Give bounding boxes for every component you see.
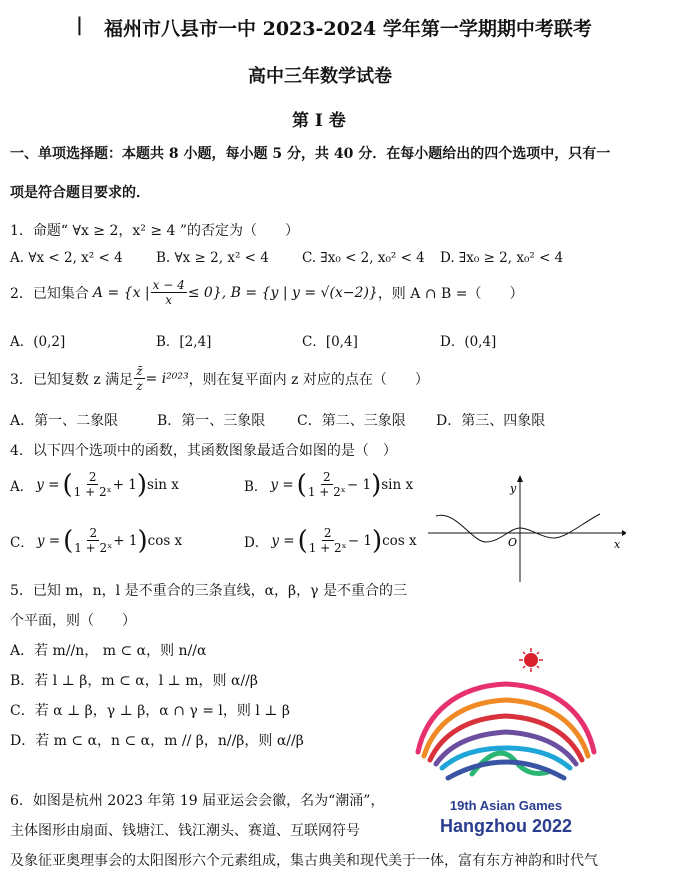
q2-option-a: A．(0,2]: [10, 334, 66, 350]
q2-fraction: [151, 278, 187, 307]
q2-set-a-left: A = {x |: [92, 284, 150, 301]
q3-frac-num: z̄: [136, 364, 143, 378]
sun-icon: [519, 648, 543, 672]
q2-frac-den: x: [165, 293, 173, 307]
logo-line2: Hangzhou 2022: [439, 816, 573, 836]
q4-option-b: [244, 470, 413, 499]
q5-line2: 个平面，则（ ）: [10, 613, 136, 629]
asian-games-logo: [406, 644, 606, 839]
logo-line1: 19th Asian Games: [449, 798, 563, 813]
y-axis-label: y: [510, 482, 517, 495]
q4-option-c: [10, 526, 182, 555]
q4-fraction: [74, 526, 112, 555]
q2-option-c: C．[0,4]: [302, 334, 358, 350]
q2-frac-num: x − 4: [152, 278, 185, 292]
q3-prefix: 3．已知复数 z 满足: [10, 371, 134, 388]
q2-set-a-right: ≤ 0}, B = {y | y = √(x−2)}: [187, 284, 378, 301]
right-paren: ): [137, 525, 148, 556]
q4-fraction: [74, 470, 112, 499]
q4-func: sin x: [147, 476, 179, 493]
q2-option-b: B．[2,4]: [156, 334, 212, 350]
q4-fraction: [308, 470, 346, 499]
q4-function-graph: [426, 470, 626, 586]
y-axis-arrow: [517, 475, 523, 482]
q5-line1: 5．已知 m，n，l 是不重合的三条直线，α，β，γ 是不重合的三: [10, 583, 407, 599]
q4-plus-minus: − 1: [346, 476, 372, 493]
section-heading-line1: 一、单项选择题：本题共 8 小题，每小题 5 分，共 40 分．在每小题给出的四个选项中，只有一: [10, 146, 611, 162]
q3-option-a: A．第一、二象限: [10, 413, 119, 429]
q1-option-a: A. ∀x < 2, x² < 4: [10, 250, 123, 266]
q4-func: sin x: [381, 476, 414, 493]
fan-wave-icon: [418, 684, 594, 778]
q4-lhs: y =: [36, 476, 60, 493]
header-bar: |: [76, 14, 83, 36]
x-axis-arrow: [622, 530, 626, 536]
q4-lhs: y =: [271, 532, 295, 549]
exam-title: 福州市八县市一中 2023-2024 学年第一学期期中考联考: [104, 18, 592, 40]
right-paren: ): [371, 469, 382, 500]
right-paren: ): [136, 469, 148, 500]
q4-frac-num: 2: [323, 470, 331, 484]
q5-option-d: D．若 m ⊂ α，n ⊂ α，m // β，n//β，则 α//β: [10, 733, 304, 749]
q5-option-a: A．若 m//n， m ⊂ α，则 n//α: [10, 643, 207, 659]
q6-line3: 及象征亚奥理事会的太阳图形六个元素组成，集古典美和现代美于一体，富有东方神韵和时代气: [10, 853, 598, 869]
left-paren: (: [62, 469, 73, 500]
q4-frac-den: 1 + 2ˣ: [307, 485, 346, 499]
q4-option-a: [10, 470, 179, 499]
q6-line2: 主体图形由扇面、钱塘江、钱江潮头、赛道、互联网符号: [10, 823, 360, 839]
q4-frac-num: 2: [323, 526, 332, 540]
q3-option-b: B．第一、三象限: [157, 413, 266, 429]
q2-suffix: ，则 A ∩ B =（ ）: [377, 285, 524, 302]
q4-lhs: y =: [270, 476, 294, 493]
volume-label: 第 Ⅰ 卷: [292, 111, 346, 131]
q4-lhs: y =: [36, 532, 61, 549]
q1-stem: 1．命题“ ∀x ≥ 2，x² ≥ 4 ”的否定为（ ）: [10, 223, 300, 239]
q4-option-label: D．: [244, 534, 269, 551]
q3-fraction: [134, 364, 144, 393]
q3-stem: [10, 364, 429, 393]
q4-frac-num: 2: [89, 526, 98, 540]
left-paren: (: [63, 525, 74, 556]
q4-plus-minus: − 1: [347, 532, 372, 549]
q6-line1: 6．如图是杭州 2023 年第 19 届亚运会会徽，名为“潮涌”，: [10, 793, 385, 809]
x-axis-label: x: [614, 538, 621, 551]
q4-option-label: A．: [10, 478, 34, 495]
q2-stem: [10, 278, 523, 307]
q1-option-d: D. ∃x₀ ≥ 2, x₀² < 4: [440, 250, 564, 266]
q5-option-c: C．若 α ⊥ β，γ ⊥ β，α ∩ γ = l，则 l ⊥ β: [10, 703, 290, 719]
q4-func: cos x: [382, 532, 417, 549]
q3-option-c: C．第二、三象限: [297, 413, 406, 429]
q4-frac-den: 1 + 2ˣ: [308, 541, 347, 555]
q4-func: cos x: [147, 532, 183, 549]
left-paren: (: [296, 469, 307, 500]
left-paren: (: [297, 525, 308, 556]
q4-frac-den: 1 + 2ˣ: [73, 485, 112, 499]
q3-rhs: = i²⁰²³: [145, 370, 189, 387]
q4-option-label: C．: [10, 534, 34, 551]
q4-stem: 4．以下四个选项中的函数，其函数图象最适合如图的是（ ）: [10, 443, 397, 459]
q4-frac-num: 2: [88, 470, 97, 484]
q3-suffix: ，则在复平面内 z 对应的点在（ ）: [188, 371, 429, 388]
q1-option-b: B. ∀x ≥ 2, x² < 4: [156, 250, 269, 266]
q4-fraction: [309, 526, 347, 555]
right-paren: ): [371, 525, 383, 556]
q2-prefix: 2．已知集合: [10, 285, 89, 302]
q2-option-d: D．(0,4]: [440, 334, 497, 350]
q3-option-d: D．第三、四象限: [436, 413, 546, 429]
q3-frac-den: z: [136, 379, 143, 393]
q4-plus-minus: + 1: [112, 476, 137, 493]
origin-label: O: [508, 536, 518, 549]
exam-subtitle: 高中三年数学试卷: [248, 66, 392, 87]
q5-option-b: B．若 l ⊥ β，m ⊂ α，l ⊥ m，则 α//β: [10, 673, 258, 689]
section-heading-line2: 项是符合题目要求的．: [10, 185, 150, 201]
q1-option-c: C. ∃x₀ < 2, x₀² < 4: [302, 250, 425, 266]
q4-option-label: B．: [244, 478, 268, 495]
q4-frac-den: 1 + 2ˣ: [74, 541, 113, 555]
q4-option-d: [244, 526, 417, 555]
function-curve: [436, 514, 600, 542]
q4-plus-minus: + 1: [113, 532, 138, 549]
